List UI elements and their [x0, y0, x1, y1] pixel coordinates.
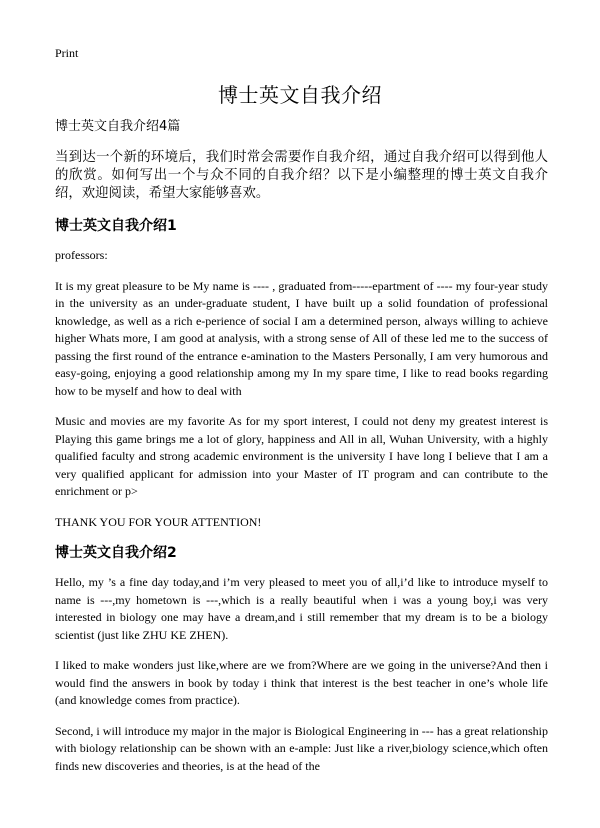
document-subtitle: 博士英文自我介绍4篇 — [55, 119, 181, 134]
intro-paragraph: 当到达一个新的环境后，我们时常会需要作自我介绍，通过自我介绍可以得到他人的欣赏。如何写出一个与众不同的自我介绍？以下是小编整理的博士英文自我介绍，欢迎阅读，希望大家能够喜欢。 — [55, 150, 548, 201]
paragraph: Hello, my ’s a fine day today,and i’m very pleased to meet you of all,i’d like to introduce myself to name is ---,my hometown is ---,which is a really beautiful when i was a young boy,i was very interested in biology one may have a dream,and i still remember that my dream is to be a biology scientist (just like ZHU KE ZHEN). — [55, 575, 548, 642]
paragraph: professors: — [55, 248, 108, 262]
paragraph: Music and movies are my favorite As for my sport interest, I could not deny my greatest interest is Playing this game brings me a lot of glory, happiness and All in all, Wuhan University, with a highly qualified faculty and strong academic environment is the university I have long I believe that I am a very qualified applicant for admission into your Master of IT program and can contribute to the enrichment or p> — [55, 414, 548, 498]
paragraph: I liked to make wonders just like,where are we from?Where are we going in the universe?And then i would find the answers in book by today i think that interest is the best teacher in one’s whole life (and knowledge comes from practice). — [55, 658, 548, 707]
section-heading-1: 博士英文自我介绍1 — [55, 218, 177, 234]
paragraph: THANK YOU FOR YOUR ATTENTION! — [55, 514, 262, 529]
document-title: 博士英文自我介绍 — [218, 83, 382, 107]
document-body — [55, 118, 548, 788]
paragraph: Second, i will introduce my major in the major is Biological Engineering in --- has a great relationship with biology relationship can be shown with an e-ample: Just like a river,biology science,which often finds new discoveries and theories, is at the head of the — [55, 723, 548, 773]
paragraph: It is my great pleasure to be My name is ---- , graduated from-----epartment of ---- my four-year study in the university as an under-graduate student, I have built up a solid foundation of professional knowledge, as well as a rich e-perience of social I am a determined person, always willing to achieve higher Whats more, I am good at analysis, with a strong sense of All of these led me to the success of passing the first round of the entrance e-amination to the Masters Personally, I am very humorous and easy-going, enjoying a good relationship among my In my spare time, I like to read books regarding how to be myself and how to deal with — [55, 278, 548, 398]
print-label[interactable]: Print — [55, 46, 79, 60]
section-heading-2: 博士英文自我介绍2 — [55, 545, 177, 561]
